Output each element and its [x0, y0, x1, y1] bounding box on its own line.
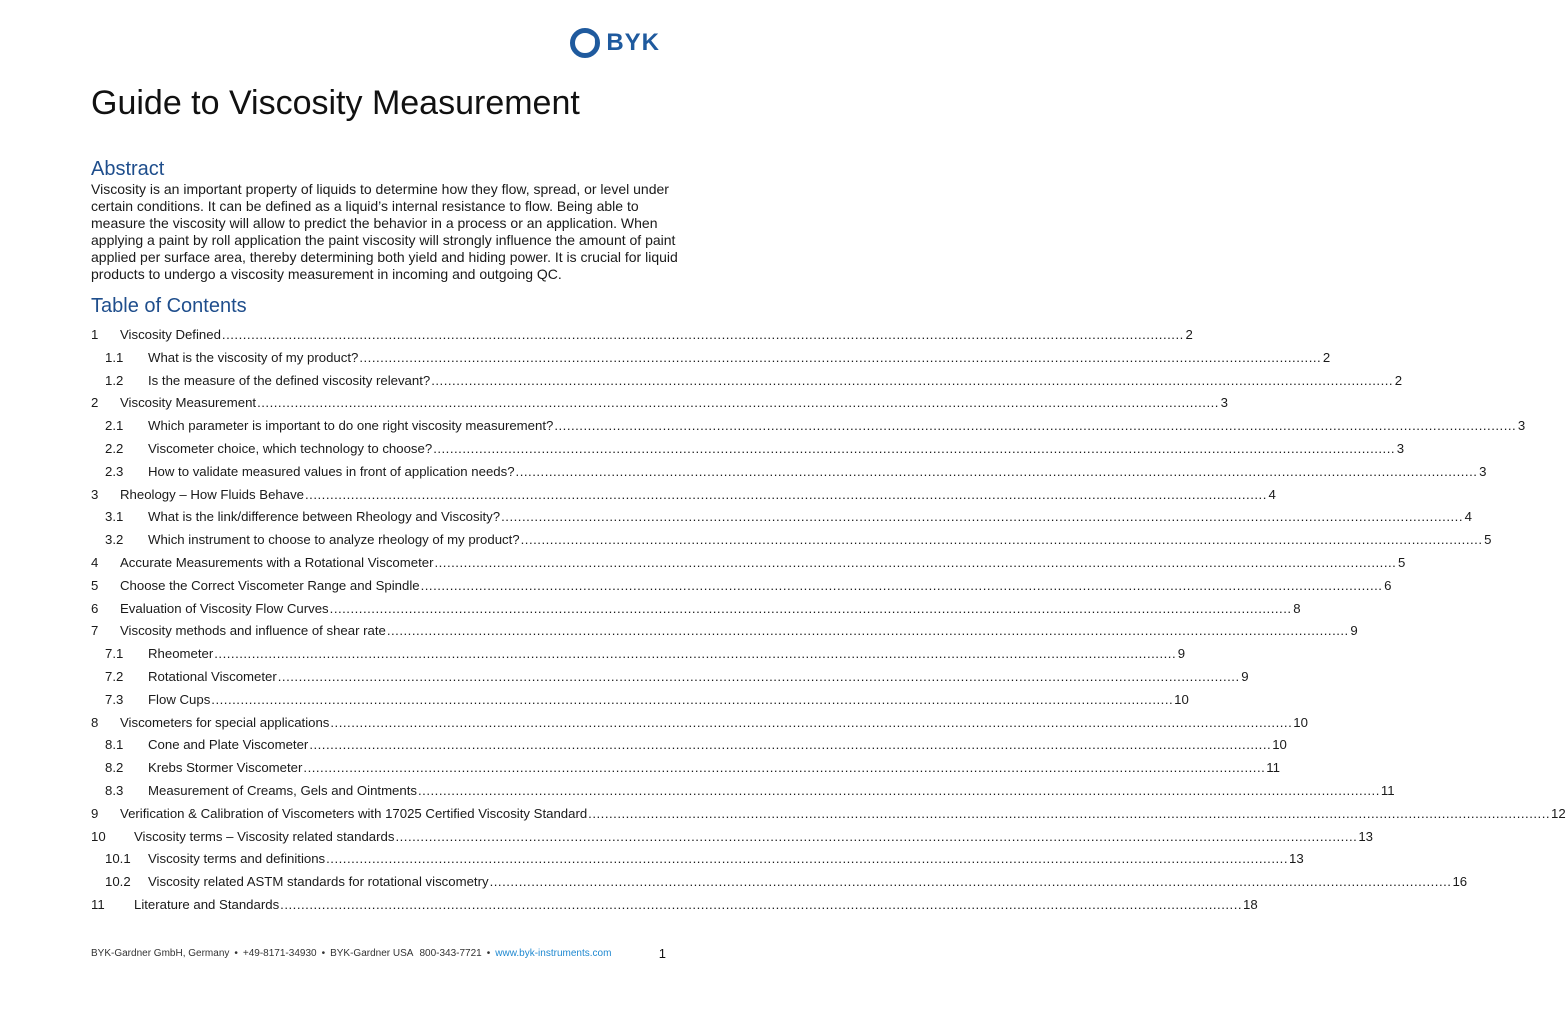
toc-entry-page[interactable]: 18	[1243, 896, 1258, 912]
toc-entry-page[interactable]: 12	[1551, 805, 1566, 821]
toc-entry[interactable]	[91, 486, 1276, 510]
toc-entry-number: 10	[91, 828, 106, 844]
footer-company-de: BYK-Gardner GmbH, Germany	[91, 948, 230, 959]
toc-dot-leader	[554, 418, 1516, 433]
toc-dot-leader	[516, 464, 1478, 479]
toc-dot-leader	[418, 783, 1380, 798]
toc-entry[interactable]	[91, 623, 1358, 646]
toc-entry-title[interactable]: Viscosity Measurement	[120, 395, 257, 411]
toc-entry-title[interactable]: Evaluation of Viscosity Flow Curves	[120, 600, 329, 616]
toc-entry-title[interactable]: What is the link/difference between Rheology and Viscosity?	[148, 509, 501, 525]
toc-entry-page[interactable]: 9	[1350, 623, 1358, 639]
toc-entry[interactable]	[91, 554, 1406, 578]
toc-entry-number: 4	[91, 554, 99, 570]
toc-dot-leader	[588, 806, 1550, 821]
toc-dot-leader	[257, 395, 1219, 410]
toc-entry-number: 10.1	[105, 851, 131, 867]
toc-entry-page[interactable]: 11	[1266, 760, 1280, 776]
toc-entry[interactable]	[91, 737, 1287, 760]
toc-entry[interactable]	[91, 714, 1308, 738]
toc-entry-number: 8.2	[105, 760, 124, 776]
toc-dot-leader	[303, 760, 1265, 775]
toc-dot-leader	[280, 897, 1242, 912]
toc-entry-title[interactable]: Which parameter is important to do one right viscosity measurement?	[148, 418, 554, 434]
toc-entry-title[interactable]: Measurement of Creams, Gels and Ointments	[148, 782, 417, 798]
toc-entry-page[interactable]: 3	[1220, 395, 1228, 411]
toc-entry[interactable]	[91, 691, 1189, 715]
toc-entry-page[interactable]: 3	[1396, 440, 1405, 456]
toc-entry-title[interactable]: Is the measure of the defined viscosity relevant?	[148, 372, 431, 388]
toc-entry-title[interactable]: Viscosity methods and influence of shear rate	[120, 623, 386, 639]
toc-dot-leader	[330, 601, 1292, 616]
toc-entry-number: 6	[91, 600, 99, 616]
toc-entry-title[interactable]: What is the viscosity of my product?	[148, 349, 359, 365]
toc-entry-title[interactable]: Which instrument to choose to analyze rheology of my product?	[148, 532, 520, 548]
toc-entry-page[interactable]: 5	[1484, 532, 1492, 548]
toc-entry-title[interactable]: How to validate measured values in front of application needs?	[148, 463, 515, 479]
toc-entry-page[interactable]: 11	[1380, 782, 1395, 798]
byk-logo	[570, 28, 660, 58]
toc-entry-number: 2.2	[105, 440, 124, 456]
toc-entry-number: 3	[91, 486, 99, 502]
toc-entry-title[interactable]: Viscosity terms and definitions	[148, 851, 326, 867]
toc-entry-page[interactable]: 6	[1384, 577, 1392, 593]
footer-separator: •	[234, 948, 238, 959]
toc-entry-number: 8.1	[105, 737, 124, 753]
document-title: Guide to Viscosity Measurement	[91, 84, 580, 122]
toc-entry[interactable]	[91, 828, 1373, 852]
toc-dot-leader	[490, 874, 1452, 889]
abstract-body: Viscosity is an important property of liquids to determine how they flow, spread, or level under certain conditions. It can be defined as a liquid’s internal resistance to flow. Being able to measure the viscosity will allow to predict the behavior in a process or an application. When applying a paint by roll application the paint viscosity will strongly influence the amount of paint applied per surface area, thereby determining both yield and hiding power. It is crucial for liquid products to undergo a viscosity measurement in incoming and outgoing QC.	[91, 181, 678, 282]
toc-dot-leader	[326, 851, 1288, 866]
toc-entry[interactable]	[91, 372, 1403, 396]
toc-entry-page[interactable]: 13	[1358, 828, 1373, 844]
toc-entry[interactable]	[91, 805, 1566, 829]
toc-entry[interactable]	[91, 395, 1228, 418]
toc-entry-number: 1	[91, 327, 99, 342]
toc-entry[interactable]	[91, 463, 1487, 487]
toc-entry-number: 3.1	[105, 509, 124, 525]
toc-entry[interactable]	[91, 509, 1472, 532]
footer-website-link[interactable]: www.byk-instruments.com	[495, 948, 612, 959]
toc-entry-page[interactable]: 9	[1241, 668, 1249, 684]
toc-entry[interactable]	[91, 760, 1280, 783]
toc-entry-number: 7	[91, 623, 99, 639]
toc-entry-number: 7.1	[105, 646, 124, 662]
footer-company-us: BYK-Gardner USA	[330, 948, 414, 959]
toc-dot-leader	[501, 509, 1463, 524]
toc-dot-leader	[395, 829, 1357, 844]
toc-entry-title[interactable]: Viscosity Defined	[120, 327, 221, 342]
footer-phone-de: +49-8171-34930	[242, 948, 317, 959]
toc-entry[interactable]	[91, 532, 1492, 555]
toc-entry-page[interactable]: 2	[1394, 372, 1403, 388]
toc-entry-page[interactable]: 4	[1464, 509, 1472, 525]
toc-entry[interactable]	[91, 851, 1304, 874]
toc-entry-page[interactable]: 4	[1268, 486, 1276, 502]
logo-text: BYK	[606, 29, 660, 56]
toc-entry[interactable]	[91, 440, 1405, 464]
toc-entry-page[interactable]: 3	[1517, 418, 1526, 434]
toc-entry-title[interactable]: Viscosity related ASTM standards for rotational viscometry	[148, 874, 489, 890]
toc-entry-number: 9	[91, 805, 99, 821]
toc-entry-page[interactable]: 8	[1293, 600, 1301, 616]
toc-entry-number: 5	[91, 577, 99, 593]
toc-entry-title[interactable]: Viscometers for special applications	[120, 714, 330, 730]
toc-entry-number: 2.3	[105, 463, 124, 479]
toc-entry-number: 7.3	[105, 691, 124, 707]
toc-entry-title[interactable]: Accurate Measurements with a Rotational Viscometer	[120, 554, 434, 570]
toc-entry-page[interactable]: 13	[1289, 851, 1304, 867]
toc-entry[interactable]	[91, 668, 1249, 692]
toc-entry-page[interactable]: 9	[1177, 646, 1186, 662]
toc-dot-leader	[330, 715, 1292, 730]
page-number: 1	[658, 946, 666, 961]
byk-logo-mark-icon	[570, 28, 600, 58]
toc-dot-leader	[214, 646, 1176, 661]
toc-entry-number: 8.3	[105, 782, 124, 798]
toc-dot-leader	[278, 669, 1240, 684]
toc-entry-page[interactable]: 3	[1479, 463, 1487, 479]
abstract-heading: Abstract	[91, 158, 165, 180]
toc-dot-leader	[433, 441, 1395, 456]
toc-entry-title[interactable]: Krebs Stormer Viscometer	[148, 760, 303, 776]
toc-entry[interactable]	[91, 782, 1395, 806]
toc-entry-title[interactable]: Rheology – How Fluids Behave	[120, 486, 304, 502]
toc-entry[interactable]	[91, 600, 1301, 624]
toc-dot-leader	[434, 555, 1396, 570]
toc-entry-title[interactable]: Literature and Standards	[134, 896, 280, 912]
toc-dot-leader	[222, 327, 1184, 342]
toc-entry-number: 11	[91, 896, 105, 912]
footer-separator: •	[486, 948, 491, 959]
toc-entry-page[interactable]: 2	[1185, 327, 1193, 342]
toc-entry-title[interactable]: Viscosity terms – Viscosity related standards	[134, 828, 395, 844]
toc-entry[interactable]	[91, 327, 1193, 350]
toc-entry[interactable]	[91, 349, 1331, 373]
footer-separator: •	[321, 948, 326, 959]
toc-entry[interactable]	[91, 418, 1526, 441]
toc-entry-title[interactable]: Viscometer choice, which technology to choose?	[148, 440, 433, 456]
toc-entry-page[interactable]: 10	[1272, 737, 1287, 753]
toc-entry-title[interactable]: Verification & Calibration of Viscometers with 17025 Certified Viscosity Standard	[120, 805, 588, 821]
toc-entry-page[interactable]: 10	[1293, 714, 1308, 730]
toc-dot-leader	[387, 623, 1349, 638]
toc-entry[interactable]	[91, 874, 1468, 897]
toc-entry-title[interactable]: Rheometer	[148, 646, 214, 662]
toc-dot-leader	[421, 578, 1383, 593]
toc-entry-number: 8	[91, 714, 99, 730]
toc-entry-number: 10.2	[105, 874, 131, 890]
toc-entry-title[interactable]: Cone and Plate Viscometer	[148, 737, 309, 753]
toc-heading: Table of Contents	[91, 295, 247, 317]
toc-dot-leader	[431, 373, 1393, 388]
toc-entry-number: 7.2	[105, 668, 124, 684]
toc-dot-leader	[211, 692, 1173, 707]
footer-phone-us: 800-343-7721	[419, 948, 482, 959]
page-footer	[91, 948, 681, 959]
toc-entry-number: 2	[91, 395, 99, 411]
toc-entry[interactable]	[91, 577, 1392, 601]
toc-entry-number: 1.1	[105, 349, 124, 365]
toc-entry-page[interactable]: 2	[1322, 349, 1331, 365]
toc-entry-number: 3.2	[105, 532, 124, 548]
toc-entry-title[interactable]: Rotational Viscometer	[148, 668, 277, 684]
toc-dot-leader	[309, 737, 1271, 752]
toc-entry-page[interactable]: 10	[1174, 691, 1189, 707]
toc-dot-leader	[359, 350, 1321, 365]
toc-entry-title[interactable]: Choose the Correct Viscometer Range and Spindle	[120, 577, 420, 593]
toc-entry-title[interactable]: Flow Cups	[148, 691, 211, 707]
toc-entry[interactable]	[91, 896, 1258, 920]
toc-entry-page[interactable]: 5	[1398, 554, 1406, 570]
toc-entry-number: 1.2	[105, 372, 124, 388]
toc-entry[interactable]	[91, 646, 1186, 669]
toc-entry-page[interactable]: 16	[1452, 874, 1468, 890]
toc-dot-leader	[521, 532, 1483, 547]
toc-dot-leader	[305, 487, 1267, 502]
table-of-contents	[91, 327, 1566, 920]
toc-entry-number: 2.1	[105, 418, 124, 434]
